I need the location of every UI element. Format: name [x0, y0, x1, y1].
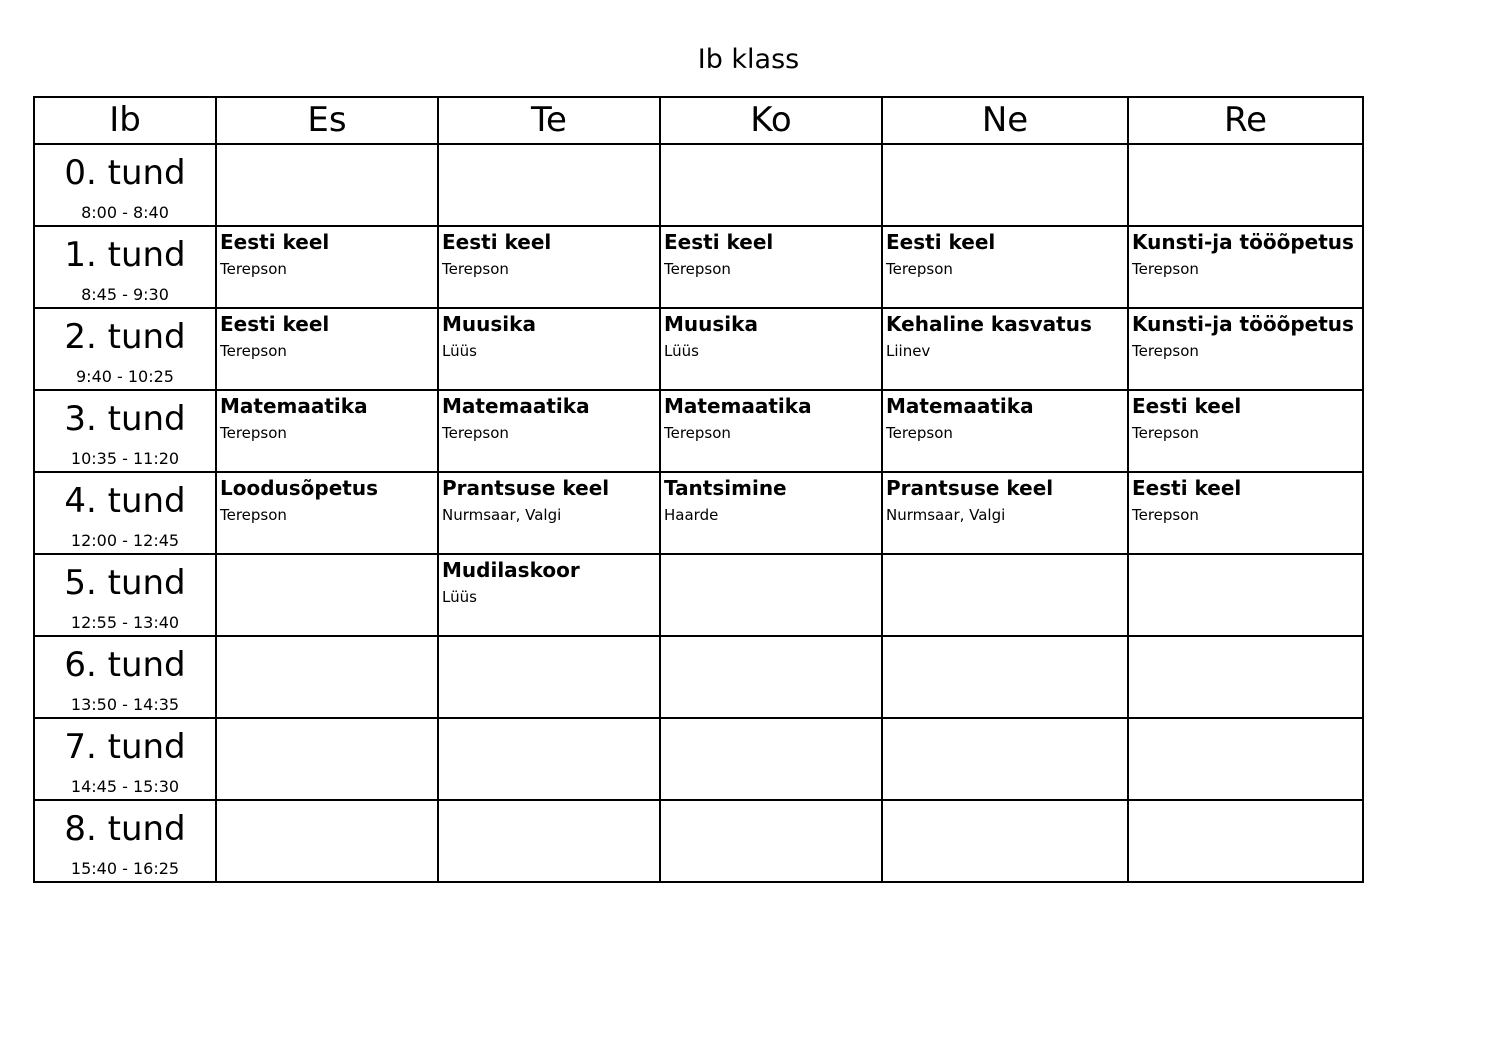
period-row: [34, 800, 1363, 882]
period-name: 3. tund: [64, 399, 186, 439]
lesson-teacher: Lüüs: [442, 342, 477, 360]
timetable-body: [34, 144, 1363, 882]
period-time: 14:45 - 15:30: [70, 777, 180, 796]
day-header: Es: [216, 97, 438, 144]
lesson-cell: [216, 144, 438, 226]
lesson-subject: Matemaatika: [886, 394, 1034, 418]
period-name: 1. tund: [64, 235, 186, 275]
period-row: [34, 308, 1363, 390]
header-row: [34, 97, 1363, 144]
lesson-teacher: Terepson: [886, 260, 953, 278]
period-name: 7. tund: [64, 727, 186, 767]
period-cell: [34, 390, 216, 472]
period-cell: [34, 800, 216, 882]
lesson-cell: [1128, 472, 1363, 554]
lesson-cell: [216, 554, 438, 636]
day-header: Ne: [882, 97, 1128, 144]
lesson-cell: [438, 144, 660, 226]
lesson-subject: Mudilaskoor: [442, 558, 580, 582]
period-cell: [34, 308, 216, 390]
lesson-cell: [660, 718, 882, 800]
lesson-teacher: Terepson: [1132, 342, 1199, 360]
lesson-cell: [438, 472, 660, 554]
lesson-teacher: Lüüs: [442, 588, 477, 606]
period-name: 5. tund: [64, 563, 186, 603]
period-time: 8:45 - 9:30: [81, 285, 169, 304]
lesson-teacher: Haarde: [664, 506, 719, 524]
lesson-cell: [660, 226, 882, 308]
lesson-teacher: Terepson: [220, 342, 287, 360]
page-title: Ib klass: [697, 44, 800, 75]
lesson-cell: [660, 308, 882, 390]
period-cell: [34, 718, 216, 800]
lesson-cell: [882, 636, 1128, 718]
lesson-teacher: Lüüs: [664, 342, 699, 360]
period-row: [34, 636, 1363, 718]
lesson-subject: Prantsuse keel: [886, 476, 1054, 500]
period-row: [34, 554, 1363, 636]
lesson-teacher: Terepson: [664, 424, 731, 442]
lesson-subject: Kehaline kasvatus: [886, 312, 1092, 336]
lesson-teacher: Terepson: [220, 260, 287, 278]
day-header: Ko: [660, 97, 882, 144]
period-row: [34, 144, 1363, 226]
lesson-cell: [660, 144, 882, 226]
lesson-teacher: Nurmsaar, Valgi: [442, 506, 562, 524]
lesson-teacher: Terepson: [664, 260, 731, 278]
period-name: 4. tund: [64, 481, 186, 521]
lesson-subject: Eesti keel: [220, 230, 330, 254]
lesson-cell: [1128, 226, 1363, 308]
lesson-teacher: Terepson: [1132, 424, 1199, 442]
lesson-cell: [1128, 390, 1363, 472]
period-name: 2. tund: [64, 317, 186, 357]
lesson-subject: Kunsti-ja tööõpetus: [1132, 230, 1354, 254]
lesson-cell: [438, 308, 660, 390]
lesson-subject: Matemaatika: [442, 394, 590, 418]
lesson-cell: [882, 308, 1128, 390]
lesson-cell: [1128, 800, 1363, 882]
day-header: Te: [438, 97, 660, 144]
lesson-cell: [216, 308, 438, 390]
lesson-cell: [438, 554, 660, 636]
period-time: 15:40 - 16:25: [70, 859, 180, 878]
period-cell: [34, 472, 216, 554]
period-time: 13:50 - 14:35: [70, 695, 180, 714]
lesson-subject: Matemaatika: [220, 394, 368, 418]
timetable: [33, 96, 1364, 883]
lesson-cell: [882, 554, 1128, 636]
lesson-cell: [1128, 636, 1363, 718]
lesson-teacher: Terepson: [1132, 506, 1199, 524]
corner-header: Ib: [34, 97, 216, 144]
lesson-cell: [1128, 308, 1363, 390]
lesson-subject: Muusika: [442, 312, 536, 336]
lesson-teacher: Terepson: [220, 424, 287, 442]
lesson-cell: [882, 718, 1128, 800]
lesson-cell: [216, 472, 438, 554]
period-time: 12:55 - 13:40: [70, 613, 180, 632]
day-header: Re: [1128, 97, 1363, 144]
lesson-cell: [438, 636, 660, 718]
lesson-teacher: Nurmsaar, Valgi: [886, 506, 1006, 524]
lesson-teacher: Terepson: [1132, 260, 1199, 278]
lesson-cell: [882, 144, 1128, 226]
period-cell: [34, 554, 216, 636]
lesson-teacher: Terepson: [442, 424, 509, 442]
lesson-subject: Matemaatika: [664, 394, 812, 418]
period-time: 12:00 - 12:45: [70, 531, 180, 550]
lesson-cell: [438, 390, 660, 472]
period-name: 8. tund: [64, 809, 186, 849]
lesson-subject: Kunsti-ja tööõpetus: [1132, 312, 1354, 336]
lesson-cell: [438, 800, 660, 882]
period-cell: [34, 226, 216, 308]
period-row: [34, 472, 1363, 554]
lesson-subject: Eesti keel: [886, 230, 996, 254]
lesson-cell: [882, 226, 1128, 308]
lesson-cell: [882, 472, 1128, 554]
period-row: [34, 226, 1363, 308]
period-time: 9:40 - 10:25: [76, 367, 174, 386]
lesson-cell: [660, 472, 882, 554]
lesson-cell: [1128, 144, 1363, 226]
lesson-subject: Tantsimine: [664, 476, 787, 500]
lesson-subject: Eesti keel: [442, 230, 552, 254]
period-time: 10:35 - 11:20: [70, 449, 180, 468]
period-time: 8:00 - 8:40: [81, 203, 169, 222]
lesson-subject: Eesti keel: [220, 312, 330, 336]
period-row: [34, 718, 1363, 800]
period-name: 0. tund: [64, 153, 186, 193]
lesson-subject: Eesti keel: [1132, 394, 1242, 418]
lesson-cell: [216, 636, 438, 718]
lesson-cell: [660, 636, 882, 718]
lesson-subject: Eesti keel: [664, 230, 774, 254]
lesson-cell: [216, 800, 438, 882]
period-row: [34, 390, 1363, 472]
lesson-subject: Eesti keel: [1132, 476, 1242, 500]
lesson-cell: [438, 718, 660, 800]
lesson-subject: Loodusõpetus: [220, 476, 379, 500]
lesson-cell: [660, 390, 882, 472]
lesson-teacher: Terepson: [886, 424, 953, 442]
lesson-subject: Muusika: [664, 312, 758, 336]
lesson-teacher: Liinev: [886, 342, 931, 360]
lesson-cell: [660, 554, 882, 636]
lesson-teacher: Terepson: [220, 506, 287, 524]
period-name: 6. tund: [64, 645, 186, 685]
lesson-cell: [1128, 554, 1363, 636]
lesson-cell: [216, 390, 438, 472]
period-cell: [34, 636, 216, 718]
lesson-cell: [882, 390, 1128, 472]
lesson-cell: [660, 800, 882, 882]
lesson-cell: [1128, 718, 1363, 800]
lesson-cell: [438, 226, 660, 308]
lesson-cell: [216, 718, 438, 800]
lesson-teacher: Terepson: [442, 260, 509, 278]
lesson-cell: [882, 800, 1128, 882]
lesson-subject: Prantsuse keel: [442, 476, 610, 500]
lesson-cell: [216, 226, 438, 308]
period-cell: [34, 144, 216, 226]
